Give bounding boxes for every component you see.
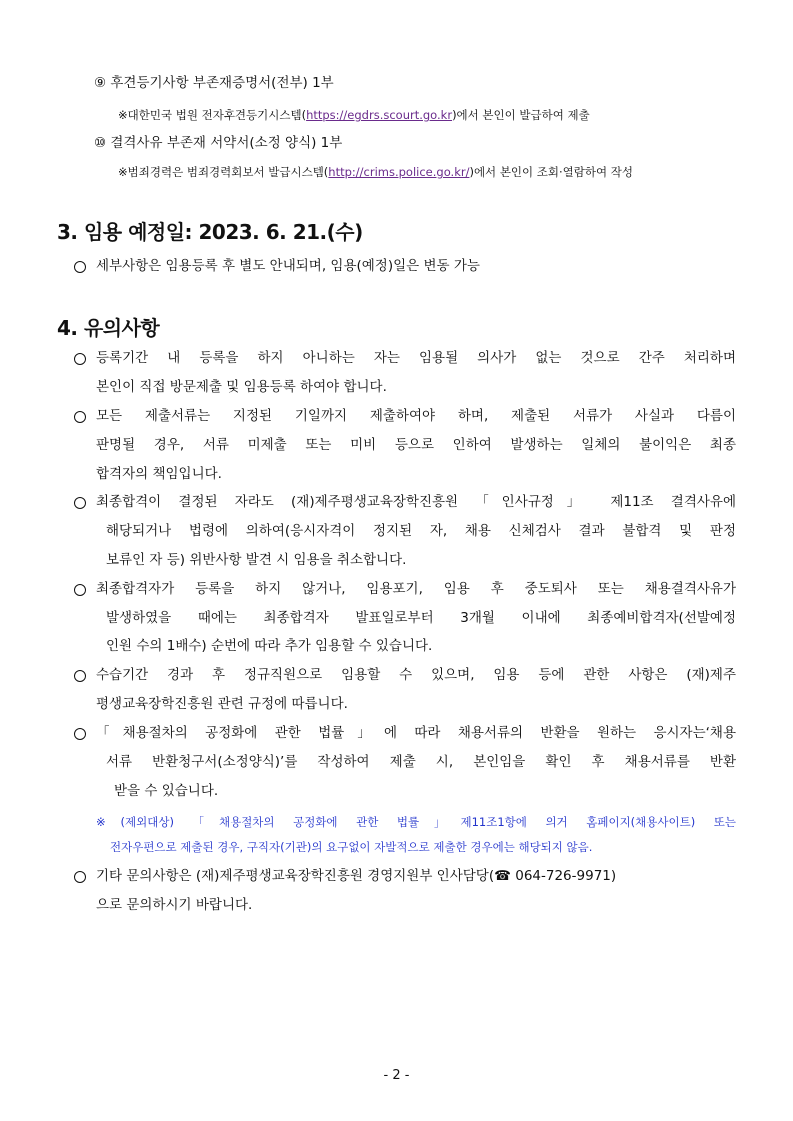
bullet-icon	[74, 497, 86, 509]
notice-7-line-2: 으로 문의하시기 바랍니다.	[96, 897, 253, 913]
notice-4-line-3: 인원 수의 1배수) 순번에 따라 추가 임용할 수 있습니다.	[106, 638, 433, 654]
section-3-bullet: 세부사항은 임용등록 후 별도 안내되며, 임용(예정)일은 변동 가능	[96, 258, 480, 274]
bullet-icon	[74, 584, 86, 596]
notice-5-line-2: 평생교육장학진흥원 관련 규정에 따릅니다.	[96, 696, 348, 712]
egdrs-link[interactable]: https://egdrs.scourt.go.kr	[306, 108, 453, 122]
notice-6-line-2: 서류 반환청구서(소정양식)’를 작성하여 제출 시, 본인임을 확인 후 채용서류를 반환	[106, 754, 736, 770]
page-number: - 2 -	[383, 1068, 410, 1083]
notice-6-line-1: 「채용절차의 공정화에 관한 법률」에 따라 채용서류의 반환을 원하는 응시자는‘채용	[96, 725, 736, 741]
doc-item-10: ⑩ 결격사유 부존재 서약서(소정 양식) 1부	[94, 135, 343, 151]
notice-4-line-2: 발생하였을 때에는 최종합격자 발표일로부터 3개월 이내에 최종예비합격자(선발예정	[106, 610, 736, 626]
bullet-icon	[74, 261, 86, 273]
bullet-icon	[74, 728, 86, 740]
section-3-heading: 3. 임용 예정일: 2023. 6. 21.(수)	[57, 220, 363, 244]
notice-1-line-2: 본인이 직접 방문제출 및 임용등록 하여야 합니다.	[96, 379, 387, 395]
contact-phone: 064-726-9971)	[510, 868, 617, 884]
notice-3-line-2: 해당되거나 법령에 의하여(응시자격이 정지된 자, 채용 신체검사 결과 불합격 및 판정	[106, 523, 736, 539]
notice-3-line-3: 보류인 자 등) 위반사항 발견 시 임용을 취소합니다.	[106, 552, 407, 568]
notice-1-line-1: 등록기간 내 등록을 하지 아니하는 자는 임용될 의사가 없는 것으로 간주 처리하며	[96, 350, 736, 366]
notice-6-line-3: 받을 수 있습니다.	[114, 783, 219, 799]
doc-item-9: ⑨ 후견등기사항 부존재증명서(전부) 1부	[94, 75, 334, 91]
notice-2-line-1: 모든 제출서류는 지정된 기일까지 제출하여야 하며, 제출된 서류가 사실과 다름이	[96, 408, 736, 424]
phone-icon: ☎	[494, 868, 511, 884]
bullet-icon	[74, 353, 86, 365]
doc-item-10-note: ※범죄경력은 범죄경력회보서 발급시스템(http://crims.police.go.kr/)에서 본인이 조회·열람하여 작성	[118, 165, 633, 179]
bullet-icon	[74, 411, 86, 423]
bullet-icon	[74, 670, 86, 682]
notice-5-line-1: 수습기간 경과 후 정규직원으로 임용할 수 있으며, 임용 등에 관한 사항은 (재)제주	[96, 667, 736, 683]
crims-link[interactable]: http://crims.police.go.kr/	[328, 165, 470, 179]
exclusion-note-line-2: 전자우편으로 제출된 경우, 구직자(기관)의 요구없이 자발적으로 제출한 경우에는 해당되지 않음.	[110, 840, 593, 854]
notice-4-line-1: 최종합격자가 등록을 하지 않거나, 임용포기, 임용 후 중도퇴사 또는 채용결격사유가	[96, 581, 736, 597]
notice-2-line-2: 판명될 경우, 서류 미제출 또는 미비 등으로 인하여 발생하는 일체의 불이익은 최종	[96, 437, 736, 453]
bullet-icon	[74, 871, 86, 883]
exclusion-note-line-1: ※(제외대상) 「채용절차의 공정화에 관한 법률」제11조1항에 의거 홈페이지(채용사이트) 또는	[96, 815, 736, 829]
section-4-heading: 4. 유의사항	[57, 316, 160, 340]
notice-3-line-1: 최종합격이 결정된 자라도 (재)제주평생교육장학진흥원 「인사규정」 제11조 결격사유에	[96, 494, 736, 510]
notice-7-line-1: 기타 문의사항은 (재)제주평생교육장학진흥원 경영지원부 인사담당(☎ 064-726-9971)	[96, 868, 617, 884]
notice-2-line-3: 합격자의 책임입니다.	[96, 466, 222, 482]
doc-item-9-note: ※대한민국 법원 전자후견등기시스템(https://egdrs.scourt.go.kr)에서 본인이 발급하여 제출	[118, 108, 590, 122]
